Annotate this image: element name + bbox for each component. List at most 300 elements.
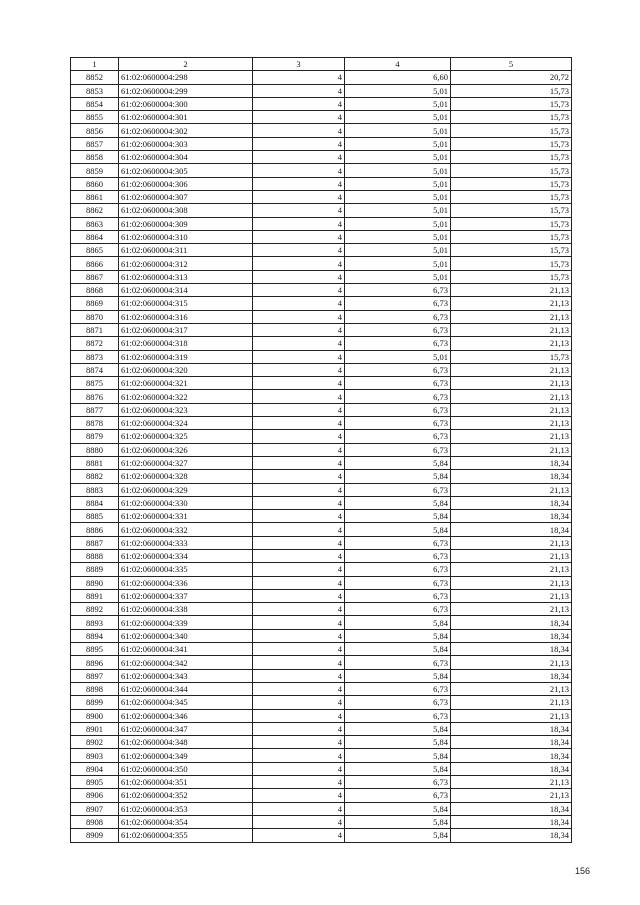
cadastral-number-cell: 61:02:0600004:339: [119, 616, 253, 629]
table-row: [71, 456, 572, 469]
category-cell: 4: [253, 749, 345, 762]
category-cell: 4: [253, 549, 345, 562]
value-cell: 6,73: [345, 284, 451, 297]
row-number-cell: 8879: [71, 430, 119, 443]
row-number-cell: 8859: [71, 164, 119, 177]
value-cell: 5,01: [345, 217, 451, 230]
cadastral-number-cell: 61:02:0600004:322: [119, 390, 253, 403]
category-cell: 4: [253, 576, 345, 589]
cadastral-number-cell: 61:02:0600004:334: [119, 549, 253, 562]
value-cell: 5,01: [345, 124, 451, 137]
cadastral-number-cell: 61:02:0600004:310: [119, 230, 253, 243]
row-number-cell: 8876: [71, 390, 119, 403]
category-cell: 4: [253, 177, 345, 190]
table-row: [71, 749, 572, 762]
category-cell: 4: [253, 377, 345, 390]
table-row: [71, 776, 572, 789]
cadastral-number-cell: 61:02:0600004:355: [119, 829, 253, 842]
table-row: [71, 669, 572, 682]
category-cell: 4: [253, 815, 345, 828]
table-row: [71, 629, 572, 642]
table-row: [71, 403, 572, 416]
amount-cell: 18,34: [451, 643, 572, 656]
cadastral-number-cell: 61:02:0600004:321: [119, 377, 253, 390]
amount-cell: 18,34: [451, 829, 572, 842]
row-number-cell: 8869: [71, 297, 119, 310]
row-number-cell: 8907: [71, 802, 119, 815]
value-cell: 5,84: [345, 829, 451, 842]
category-cell: 4: [253, 151, 345, 164]
value-cell: 5,01: [345, 97, 451, 110]
cadastral-number-cell: 61:02:0600004:343: [119, 669, 253, 682]
category-cell: 4: [253, 496, 345, 509]
table-row: [71, 417, 572, 430]
value-cell: 6,73: [345, 363, 451, 376]
value-cell: 6,73: [345, 483, 451, 496]
cadastral-number-cell: 61:02:0600004:342: [119, 656, 253, 669]
value-cell: 5,01: [345, 164, 451, 177]
category-cell: 4: [253, 337, 345, 350]
category-cell: 4: [253, 563, 345, 576]
parcel-table: [70, 57, 572, 843]
category-cell: 4: [253, 669, 345, 682]
value-cell: 6,73: [345, 789, 451, 802]
value-cell: 5,84: [345, 762, 451, 775]
category-cell: 4: [253, 97, 345, 110]
category-cell: 4: [253, 297, 345, 310]
amount-cell: 18,34: [451, 815, 572, 828]
value-cell: 6,73: [345, 603, 451, 616]
row-number-cell: 8871: [71, 323, 119, 336]
table-row: [71, 164, 572, 177]
amount-cell: 20,72: [451, 71, 572, 84]
amount-cell: 18,34: [451, 629, 572, 642]
amount-cell: 21,13: [451, 310, 572, 323]
cadastral-number-cell: 61:02:0600004:345: [119, 696, 253, 709]
cadastral-number-cell: 61:02:0600004:346: [119, 709, 253, 722]
row-number-cell: 8874: [71, 363, 119, 376]
value-cell: 5,01: [345, 270, 451, 283]
cadastral-number-cell: 61:02:0600004:312: [119, 257, 253, 270]
table-row: [71, 789, 572, 802]
category-cell: 4: [253, 430, 345, 443]
column-header-5: 5: [451, 58, 572, 71]
row-number-cell: 8865: [71, 244, 119, 257]
table-row: [71, 643, 572, 656]
amount-cell: 21,13: [451, 576, 572, 589]
table-row: [71, 84, 572, 97]
value-cell: 5,84: [345, 736, 451, 749]
row-number-cell: 8894: [71, 629, 119, 642]
cadastral-number-cell: 61:02:0600004:337: [119, 589, 253, 602]
amount-cell: 21,13: [451, 789, 572, 802]
cadastral-number-cell: 61:02:0600004:333: [119, 536, 253, 549]
cadastral-number-cell: 61:02:0600004:318: [119, 337, 253, 350]
row-number-cell: 8862: [71, 204, 119, 217]
row-number-cell: 8870: [71, 310, 119, 323]
value-cell: 6,73: [345, 536, 451, 549]
amount-cell: 15,73: [451, 257, 572, 270]
amount-cell: 15,73: [451, 244, 572, 257]
category-cell: 4: [253, 284, 345, 297]
cadastral-number-cell: 61:02:0600004:298: [119, 71, 253, 84]
amount-cell: 18,34: [451, 616, 572, 629]
amount-cell: 21,13: [451, 297, 572, 310]
category-cell: 4: [253, 722, 345, 735]
row-number-cell: 8890: [71, 576, 119, 589]
table-row: [71, 151, 572, 164]
category-cell: 4: [253, 417, 345, 430]
cadastral-number-cell: 61:02:0600004:352: [119, 789, 253, 802]
value-cell: 6,73: [345, 443, 451, 456]
amount-cell: 21,13: [451, 589, 572, 602]
row-number-cell: 8896: [71, 656, 119, 669]
row-number-cell: 8895: [71, 643, 119, 656]
category-cell: 4: [253, 84, 345, 97]
amount-cell: 15,73: [451, 151, 572, 164]
row-number-cell: 8898: [71, 682, 119, 695]
value-cell: 5,84: [345, 496, 451, 509]
category-cell: 4: [253, 709, 345, 722]
cadastral-number-cell: 61:02:0600004:315: [119, 297, 253, 310]
table-row: [71, 802, 572, 815]
amount-cell: 21,13: [451, 337, 572, 350]
table-row: [71, 496, 572, 509]
value-cell: 5,01: [345, 230, 451, 243]
value-cell: 6,73: [345, 417, 451, 430]
category-cell: 4: [253, 350, 345, 363]
row-number-cell: 8902: [71, 736, 119, 749]
row-number-cell: 8883: [71, 483, 119, 496]
table-row: [71, 230, 572, 243]
table-row: [71, 217, 572, 230]
amount-cell: 21,13: [451, 363, 572, 376]
row-number-cell: 8885: [71, 510, 119, 523]
category-cell: 4: [253, 257, 345, 270]
row-number-cell: 8860: [71, 177, 119, 190]
row-number-cell: 8872: [71, 337, 119, 350]
cadastral-number-cell: 61:02:0600004:316: [119, 310, 253, 323]
page-number: 156: [574, 866, 590, 876]
cadastral-number-cell: 61:02:0600004:347: [119, 722, 253, 735]
row-number-cell: 8901: [71, 722, 119, 735]
row-number-cell: 8866: [71, 257, 119, 270]
cadastral-number-cell: 61:02:0600004:302: [119, 124, 253, 137]
table-row: [71, 390, 572, 403]
value-cell: 6,73: [345, 563, 451, 576]
row-number-cell: 8884: [71, 496, 119, 509]
table-row: [71, 443, 572, 456]
value-cell: 5,84: [345, 629, 451, 642]
cadastral-number-cell: 61:02:0600004:323: [119, 403, 253, 416]
category-cell: 4: [253, 802, 345, 815]
cadastral-number-cell: 61:02:0600004:301: [119, 111, 253, 124]
row-number-cell: 8899: [71, 696, 119, 709]
amount-cell: 21,13: [451, 709, 572, 722]
row-number-cell: 8875: [71, 377, 119, 390]
value-cell: 5,84: [345, 616, 451, 629]
category-cell: 4: [253, 510, 345, 523]
amount-cell: 15,73: [451, 230, 572, 243]
row-number-cell: 8863: [71, 217, 119, 230]
value-cell: 5,84: [345, 643, 451, 656]
table-row: [71, 829, 572, 842]
value-cell: 6,73: [345, 310, 451, 323]
cadastral-number-cell: 61:02:0600004:353: [119, 802, 253, 815]
amount-cell: 15,73: [451, 84, 572, 97]
category-cell: 4: [253, 71, 345, 84]
row-number-cell: 8858: [71, 151, 119, 164]
amount-cell: 21,13: [451, 323, 572, 336]
amount-cell: 15,73: [451, 350, 572, 363]
category-cell: 4: [253, 616, 345, 629]
value-cell: 6,73: [345, 682, 451, 695]
category-cell: 4: [253, 776, 345, 789]
table-row: [71, 124, 572, 137]
value-cell: 6,73: [345, 323, 451, 336]
amount-cell: 21,13: [451, 403, 572, 416]
table-row: [71, 377, 572, 390]
amount-cell: 15,73: [451, 217, 572, 230]
row-number-cell: 8886: [71, 523, 119, 536]
column-header-1: 1: [71, 58, 119, 71]
amount-cell: 15,73: [451, 137, 572, 150]
category-cell: 4: [253, 603, 345, 616]
cadastral-number-cell: 61:02:0600004:319: [119, 350, 253, 363]
category-cell: 4: [253, 124, 345, 137]
value-cell: 6,73: [345, 776, 451, 789]
table-row: [71, 111, 572, 124]
value-cell: 6,73: [345, 696, 451, 709]
row-number-cell: 8882: [71, 470, 119, 483]
category-cell: 4: [253, 230, 345, 243]
cadastral-number-cell: 61:02:0600004:354: [119, 815, 253, 828]
row-number-cell: 8880: [71, 443, 119, 456]
table-row: [71, 563, 572, 576]
table-row: [71, 682, 572, 695]
value-cell: 5,84: [345, 523, 451, 536]
column-header-3: 3: [253, 58, 345, 71]
value-cell: 6,73: [345, 709, 451, 722]
row-number-cell: 8861: [71, 190, 119, 203]
amount-cell: 21,13: [451, 417, 572, 430]
amount-cell: 18,34: [451, 510, 572, 523]
table-row: [71, 470, 572, 483]
cadastral-number-cell: 61:02:0600004:328: [119, 470, 253, 483]
value-cell: 5,01: [345, 111, 451, 124]
value-cell: 5,84: [345, 470, 451, 483]
table-row: [71, 71, 572, 84]
row-number-cell: 8905: [71, 776, 119, 789]
cadastral-number-cell: 61:02:0600004:314: [119, 284, 253, 297]
value-cell: 6,73: [345, 390, 451, 403]
amount-cell: 18,34: [451, 523, 572, 536]
cadastral-number-cell: 61:02:0600004:300: [119, 97, 253, 110]
amount-cell: 21,13: [451, 443, 572, 456]
cadastral-number-cell: 61:02:0600004:329: [119, 483, 253, 496]
amount-cell: 18,34: [451, 802, 572, 815]
table-row: [71, 523, 572, 536]
cadastral-number-cell: 61:02:0600004:350: [119, 762, 253, 775]
row-number-cell: 8852: [71, 71, 119, 84]
value-cell: 5,01: [345, 190, 451, 203]
amount-cell: 21,13: [451, 430, 572, 443]
cadastral-number-cell: 61:02:0600004:311: [119, 244, 253, 257]
table-row: [71, 483, 572, 496]
row-number-cell: 8867: [71, 270, 119, 283]
row-number-cell: 8903: [71, 749, 119, 762]
category-cell: 4: [253, 762, 345, 775]
column-header-4: 4: [345, 58, 451, 71]
table-body: [71, 71, 572, 842]
cadastral-number-cell: 61:02:0600004:303: [119, 137, 253, 150]
amount-cell: 18,34: [451, 496, 572, 509]
table-row: [71, 430, 572, 443]
value-cell: 5,01: [345, 257, 451, 270]
amount-cell: 18,34: [451, 762, 572, 775]
amount-cell: 21,13: [451, 776, 572, 789]
category-cell: 4: [253, 470, 345, 483]
row-number-cell: 8908: [71, 815, 119, 828]
cadastral-number-cell: 61:02:0600004:308: [119, 204, 253, 217]
table-row: [71, 815, 572, 828]
category-cell: 4: [253, 217, 345, 230]
value-cell: 5,01: [345, 350, 451, 363]
table-row: [71, 589, 572, 602]
table-row: [71, 576, 572, 589]
amount-cell: 21,13: [451, 549, 572, 562]
amount-cell: 21,13: [451, 696, 572, 709]
value-cell: 5,84: [345, 802, 451, 815]
category-cell: 4: [253, 310, 345, 323]
table-row: [71, 762, 572, 775]
row-number-cell: 8892: [71, 603, 119, 616]
cadastral-number-cell: 61:02:0600004:326: [119, 443, 253, 456]
category-cell: 4: [253, 589, 345, 602]
value-cell: 5,01: [345, 177, 451, 190]
table-row: [71, 270, 572, 283]
table-row: [71, 536, 572, 549]
amount-cell: 18,34: [451, 470, 572, 483]
table-row: [71, 363, 572, 376]
category-cell: 4: [253, 629, 345, 642]
row-number-cell: 8868: [71, 284, 119, 297]
row-number-cell: 8855: [71, 111, 119, 124]
amount-cell: 15,73: [451, 97, 572, 110]
row-number-cell: 8881: [71, 456, 119, 469]
amount-cell: 21,13: [451, 536, 572, 549]
table-row: [71, 510, 572, 523]
category-cell: 4: [253, 270, 345, 283]
cadastral-number-cell: 61:02:0600004:299: [119, 84, 253, 97]
cadastral-number-cell: 61:02:0600004:320: [119, 363, 253, 376]
cadastral-number-cell: 61:02:0600004:306: [119, 177, 253, 190]
table-row: [71, 137, 572, 150]
cadastral-number-cell: 61:02:0600004:330: [119, 496, 253, 509]
cadastral-number-cell: 61:02:0600004:336: [119, 576, 253, 589]
row-number-cell: 8877: [71, 403, 119, 416]
category-cell: 4: [253, 390, 345, 403]
category-cell: 4: [253, 456, 345, 469]
cadastral-number-cell: 61:02:0600004:327: [119, 456, 253, 469]
amount-cell: 15,73: [451, 111, 572, 124]
amount-cell: 15,73: [451, 190, 572, 203]
row-number-cell: 8889: [71, 563, 119, 576]
cadastral-number-cell: 61:02:0600004:344: [119, 682, 253, 695]
cadastral-number-cell: 61:02:0600004:335: [119, 563, 253, 576]
cadastral-number-cell: 61:02:0600004:307: [119, 190, 253, 203]
amount-cell: 15,73: [451, 270, 572, 283]
amount-cell: 21,13: [451, 390, 572, 403]
category-cell: 4: [253, 523, 345, 536]
table-row: [71, 722, 572, 735]
table-row: [71, 204, 572, 217]
value-cell: 5,01: [345, 204, 451, 217]
table-row: [71, 244, 572, 257]
amount-cell: 21,13: [451, 284, 572, 297]
category-cell: 4: [253, 137, 345, 150]
value-cell: 6,60: [345, 71, 451, 84]
value-cell: 5,84: [345, 456, 451, 469]
row-number-cell: 8888: [71, 549, 119, 562]
row-number-cell: 8873: [71, 350, 119, 363]
value-cell: 6,73: [345, 656, 451, 669]
cadastral-number-cell: 61:02:0600004:340: [119, 629, 253, 642]
table-row: [71, 736, 572, 749]
row-number-cell: 8857: [71, 137, 119, 150]
category-cell: 4: [253, 403, 345, 416]
row-number-cell: 8893: [71, 616, 119, 629]
cadastral-number-cell: 61:02:0600004:341: [119, 643, 253, 656]
row-number-cell: 8887: [71, 536, 119, 549]
cadastral-number-cell: 61:02:0600004:351: [119, 776, 253, 789]
category-cell: 4: [253, 443, 345, 456]
value-cell: 6,73: [345, 430, 451, 443]
row-number-cell: 8878: [71, 417, 119, 430]
table-row: [71, 177, 572, 190]
amount-cell: 21,13: [451, 656, 572, 669]
category-cell: 4: [253, 682, 345, 695]
table-row: [71, 257, 572, 270]
value-cell: 5,84: [345, 815, 451, 828]
category-cell: 4: [253, 244, 345, 257]
cadastral-number-cell: 61:02:0600004:349: [119, 749, 253, 762]
cadastral-number-cell: 61:02:0600004:305: [119, 164, 253, 177]
category-cell: 4: [253, 536, 345, 549]
table-row: [71, 549, 572, 562]
row-number-cell: 8897: [71, 669, 119, 682]
table-row: [71, 656, 572, 669]
category-cell: 4: [253, 483, 345, 496]
row-number-cell: 8854: [71, 97, 119, 110]
row-number-cell: 8904: [71, 762, 119, 775]
category-cell: 4: [253, 164, 345, 177]
value-cell: 6,73: [345, 297, 451, 310]
value-cell: 5,84: [345, 510, 451, 523]
amount-cell: 15,73: [451, 164, 572, 177]
cadastral-number-cell: 61:02:0600004:324: [119, 417, 253, 430]
category-cell: 4: [253, 190, 345, 203]
row-number-cell: 8909: [71, 829, 119, 842]
row-number-cell: 8900: [71, 709, 119, 722]
amount-cell: 18,34: [451, 736, 572, 749]
amount-cell: 21,13: [451, 377, 572, 390]
category-cell: 4: [253, 323, 345, 336]
amount-cell: 21,13: [451, 603, 572, 616]
table-row: [71, 603, 572, 616]
table-row: [71, 696, 572, 709]
cadastral-number-cell: 61:02:0600004:309: [119, 217, 253, 230]
